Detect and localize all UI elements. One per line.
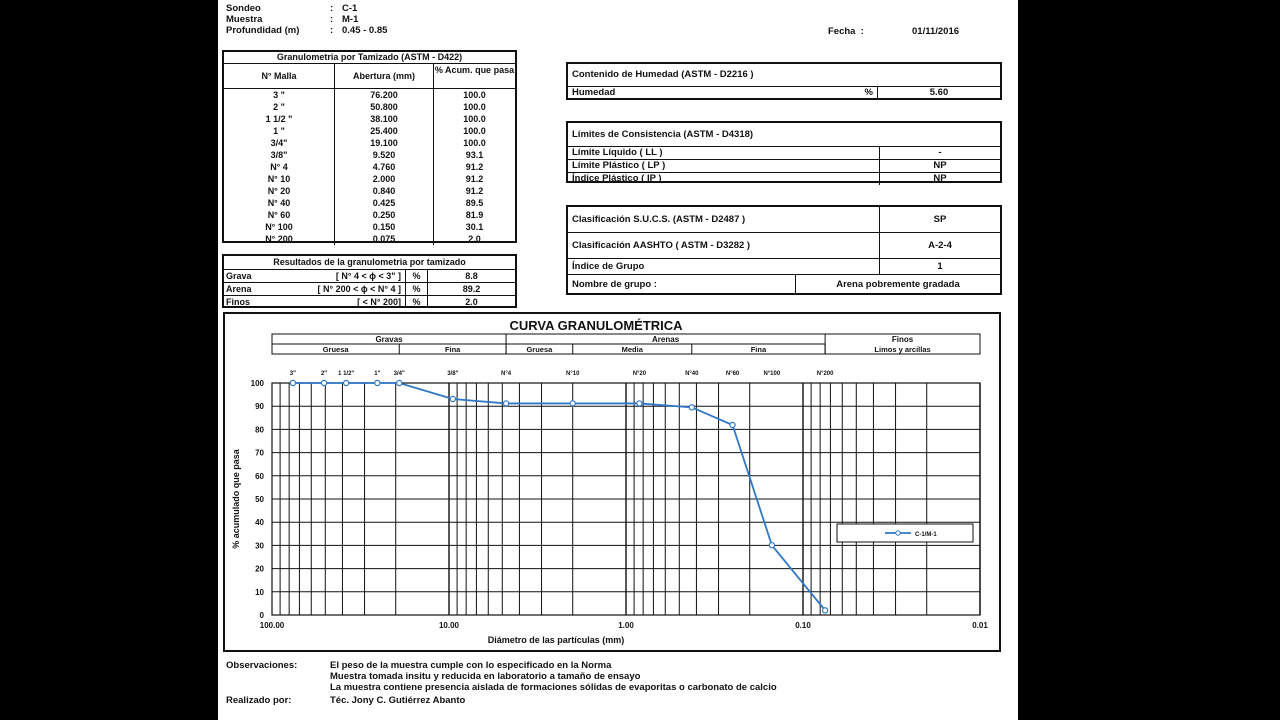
observation-line: El peso de la muestra cumple con lo especificado en la Norma — [330, 660, 612, 671]
band-sub-label: Gruesa — [526, 345, 553, 354]
data-point — [637, 401, 642, 406]
header-label: Sondeo — [226, 3, 261, 14]
group-name-value: Arena pobremente gradada — [836, 279, 960, 290]
humidity-label-cell — [568, 87, 878, 99]
result-range: [ < N° 200] — [276, 296, 406, 308]
humidity-value: 5.60 — [929, 87, 949, 98]
passing-cell: 100.0 — [463, 102, 486, 112]
aashto-value: A-2-4 — [928, 240, 952, 251]
col-header: Abertura (mm) — [335, 64, 434, 88]
opening-cell: 0.425 — [335, 197, 434, 209]
colon: : — [330, 25, 334, 36]
humidity-title: Contenido de Humedad (ASTM - D2216 ) — [572, 69, 754, 80]
header-label: Profundidad (m) — [226, 25, 300, 36]
group-name-label: Nombre de grupo : — [568, 275, 796, 294]
sieve-label: N°20 — [632, 371, 647, 377]
sieve-row — [224, 221, 515, 233]
y-tick-label: 30 — [255, 541, 264, 551]
opening-cell: 19.100 — [335, 137, 434, 149]
opening-cell: 50.800 — [335, 101, 434, 113]
sieve-row — [224, 173, 515, 185]
band-label: Finos — [891, 335, 914, 344]
passing-cell: 91.2 — [465, 186, 484, 196]
header-value: C-1 — [342, 3, 358, 14]
aashto-row — [568, 232, 1000, 258]
data-point — [570, 401, 575, 406]
chart-title: CURVA GRANULOMÉTRICA — [509, 318, 683, 333]
opening-cell: 25.400 — [335, 125, 434, 137]
limit-value: NP — [933, 173, 947, 184]
data-point — [290, 380, 295, 385]
humidity-unit: % — [864, 87, 873, 98]
result-unit: % — [406, 270, 428, 282]
classification-box — [566, 205, 1002, 295]
sucs-label: Clasificación S.U.C.S. (ASTM - D2487 ) — [568, 207, 880, 232]
data-point — [730, 422, 735, 427]
header-info — [226, 3, 526, 36]
passing-cell: 100.0 — [463, 138, 486, 148]
observations-block — [226, 660, 1006, 693]
passing-cell: 100.0 — [463, 114, 486, 124]
passing-cell: 91.2 — [465, 162, 484, 172]
y-tick-label: 90 — [255, 402, 264, 412]
y-tick-label: 40 — [255, 518, 264, 528]
result-range: [ N° 200 < ϕ < N° 4 ] — [276, 283, 406, 295]
data-point — [503, 401, 508, 406]
sieve-name-cell: 1 1/2 " — [224, 113, 335, 125]
header-row-muestra — [226, 14, 526, 25]
date-value: 01/11/2016 — [912, 26, 960, 37]
footer-label: Realizado por: — [226, 695, 292, 706]
y-tick-label: 0 — [259, 611, 264, 620]
limits-row — [568, 146, 1000, 159]
group-index-row — [568, 258, 1000, 274]
aashto-label: Clasificación AASHTO ( ASTM - D3282 ) — [568, 233, 880, 258]
band-sub-label: Media — [621, 345, 643, 354]
band-sub-label: Fina — [750, 345, 767, 354]
sieve-row — [224, 185, 515, 197]
sieve-label: N°100 — [763, 371, 781, 377]
sieve-name-cell: N° 10 — [224, 173, 335, 185]
passing-cell: 2.0 — [468, 234, 481, 244]
sieve-name-cell: 3/8" — [224, 149, 335, 161]
y-tick-label: 10 — [255, 587, 264, 597]
sieve-row — [224, 209, 515, 221]
humidity-box — [566, 62, 1002, 100]
opening-cell: 0.250 — [335, 209, 434, 221]
results-table — [222, 254, 517, 308]
sieve-table-header — [224, 64, 515, 89]
observations-lines — [330, 660, 777, 693]
sieve-label: 2" — [320, 371, 328, 377]
group-name-row — [568, 274, 1000, 294]
humidity-label: Humedad — [572, 87, 616, 98]
limit-label: Límite Líquido ( LL ) — [568, 147, 880, 159]
opening-cell: 4.760 — [335, 161, 434, 173]
result-unit: % — [406, 296, 428, 308]
y-axis-label: % acumulado que pasa — [231, 449, 241, 549]
sieve-label: N°200 — [816, 371, 834, 377]
sieve-rows — [224, 89, 515, 245]
sieve-name-cell: N° 200 — [224, 233, 335, 245]
sieve-name-cell: N° 20 — [224, 185, 335, 197]
chart-frame — [223, 312, 1001, 652]
sieve-row — [224, 89, 515, 101]
sieve-label: 1 1/2" — [338, 371, 355, 377]
data-point — [450, 396, 455, 401]
footer-value: Téc. Jony C. Gutiérrez Abanto — [330, 695, 466, 706]
colon: : — [330, 3, 334, 14]
data-point — [823, 608, 828, 613]
sieve-table — [222, 50, 517, 243]
x-tick-label: 0.10 — [795, 621, 811, 630]
data-point — [375, 380, 380, 385]
opening-cell: 38.100 — [335, 113, 434, 125]
limit-label: Límite Plástico ( LP ) — [568, 160, 880, 172]
colon: : — [330, 14, 334, 25]
y-tick-label: 20 — [255, 564, 264, 574]
sieve-row — [224, 137, 515, 149]
result-unit: % — [406, 283, 428, 295]
data-point — [397, 380, 402, 385]
opening-cell: 0.840 — [335, 185, 434, 197]
data-point — [344, 380, 349, 385]
y-tick-label: 50 — [255, 495, 264, 504]
x-tick-label: 100.00 — [259, 621, 285, 630]
sieve-label: N°4 — [501, 371, 512, 377]
observations — [226, 660, 1006, 706]
data-point — [689, 405, 694, 410]
opening-cell: 9.520 — [335, 149, 434, 161]
result-value: 89.2 — [462, 284, 481, 294]
sieve-table-title: Granulometria por Tamizado (ASTM - D422) — [224, 52, 515, 64]
sieve-label: N°40 — [685, 371, 699, 377]
header-value: M-1 — [342, 14, 359, 25]
legend-label: C-1/M-1 — [915, 532, 937, 538]
passing-cell: 30.1 — [465, 222, 484, 232]
result-range: [ N° 4 < ϕ < 3" ] — [276, 270, 406, 282]
limit-label: Índice Plástico ( IP ) — [568, 173, 880, 185]
date-label: Fecha : — [828, 26, 864, 37]
results-rows — [224, 270, 515, 308]
sieve-label: 3/8" — [447, 371, 459, 377]
sieve-row — [224, 125, 515, 137]
header-row-sondeo — [226, 3, 526, 14]
band-label: Gravas — [375, 335, 403, 344]
data-point — [769, 543, 774, 548]
sieve-name-cell: N° 60 — [224, 209, 335, 221]
sieve-row — [224, 113, 515, 125]
x-tick-label: 0.01 — [972, 621, 988, 630]
sieve-name-cell: N° 4 — [224, 161, 335, 173]
sieve-label: N°60 — [725, 371, 740, 377]
band-label: Arenas — [652, 335, 680, 344]
sieve-label: 3" — [289, 371, 296, 377]
observation-line: La muestra contiene presencia aislada de formaciones sólidas de evaporitas o carbonato de calcio — [330, 682, 777, 693]
band-sub-label: Fina — [444, 345, 461, 354]
opening-cell: 0.150 — [335, 221, 434, 233]
sucs-value: SP — [933, 214, 947, 225]
sieve-name-cell: 2 " — [224, 101, 335, 113]
sieve-label: 1" — [374, 371, 381, 377]
limit-value: NP — [933, 160, 947, 171]
limits-rows — [568, 146, 1000, 185]
results-row — [224, 295, 515, 308]
report-sheet — [218, 0, 1018, 720]
sieve-name-cell: 3/4" — [224, 137, 335, 149]
legend-marker — [896, 531, 900, 535]
passing-cell: 91.2 — [465, 174, 484, 184]
observations-label: Observaciones: — [226, 660, 298, 671]
band-sub-label: Limos y arcillas — [874, 345, 931, 354]
grading-curve-chart — [225, 314, 999, 650]
results-row — [224, 282, 515, 295]
results-row — [224, 270, 515, 282]
data-point — [321, 380, 326, 385]
result-value: 8.8 — [465, 271, 478, 281]
group-index-value: 1 — [937, 261, 943, 272]
limits-box — [566, 121, 1002, 183]
band-sub-label: Gruesa — [322, 345, 349, 354]
passing-cell: 100.0 — [463, 90, 486, 100]
sieve-row — [224, 161, 515, 173]
sieve-name-cell: N° 100 — [224, 221, 335, 233]
opening-cell: 76.200 — [335, 89, 434, 101]
y-tick-label: 60 — [255, 471, 264, 481]
sieve-name-cell: 1 " — [224, 125, 335, 137]
result-name: Arena — [226, 284, 252, 294]
group-index-label: Índice de Grupo — [568, 259, 880, 274]
result-name: Grava — [226, 271, 252, 281]
x-axis-label: Diámetro de las partículas (mm) — [487, 635, 625, 645]
passing-cell: 81.9 — [465, 210, 484, 220]
series-line — [293, 383, 825, 610]
opening-cell: 2.000 — [335, 173, 434, 185]
header-label: Muestra — [226, 14, 263, 25]
header-row-profundidad — [226, 25, 526, 36]
y-tick-label: 70 — [255, 448, 264, 458]
results-title: Resultados de la granulometria por tamizado — [224, 256, 515, 270]
x-tick-label: 1.00 — [618, 621, 634, 630]
sieve-name-cell: 3 " — [224, 89, 335, 101]
sieve-name-cell: N° 40 — [224, 197, 335, 209]
passing-cell: 89.5 — [465, 198, 484, 208]
sieve-label: N°10 — [566, 371, 580, 377]
sieve-label: 3/4" — [393, 371, 405, 377]
passing-cell: 93.1 — [465, 150, 484, 160]
header-value: 0.45 - 0.85 — [342, 25, 388, 36]
limit-value: - — [938, 147, 942, 158]
col-header: % Acum. que pasa — [434, 65, 515, 75]
footer — [226, 695, 1006, 706]
sieve-row — [224, 149, 515, 161]
limits-title: Límites de Consistencia (ASTM - D4318) — [572, 129, 754, 140]
sucs-row — [568, 207, 1000, 232]
limits-row — [568, 159, 1000, 172]
y-tick-label: 100 — [250, 379, 264, 388]
x-tick-label: 10.00 — [438, 621, 460, 630]
passing-cell: 100.0 — [463, 126, 486, 136]
y-tick-label: 80 — [255, 425, 264, 435]
sieve-row — [224, 233, 515, 245]
result-name: Finos — [226, 297, 250, 307]
limits-row — [568, 172, 1000, 185]
sieve-row — [224, 101, 515, 113]
observation-line: Muestra tomada insitu y reducida en laboratorio a tamaño de ensayo — [330, 671, 641, 682]
humidity-row — [568, 86, 1000, 99]
opening-cell: 0.075 — [335, 233, 434, 245]
col-header: N° Malla — [224, 64, 335, 88]
sieve-row — [224, 197, 515, 209]
result-value: 2.0 — [465, 297, 478, 307]
